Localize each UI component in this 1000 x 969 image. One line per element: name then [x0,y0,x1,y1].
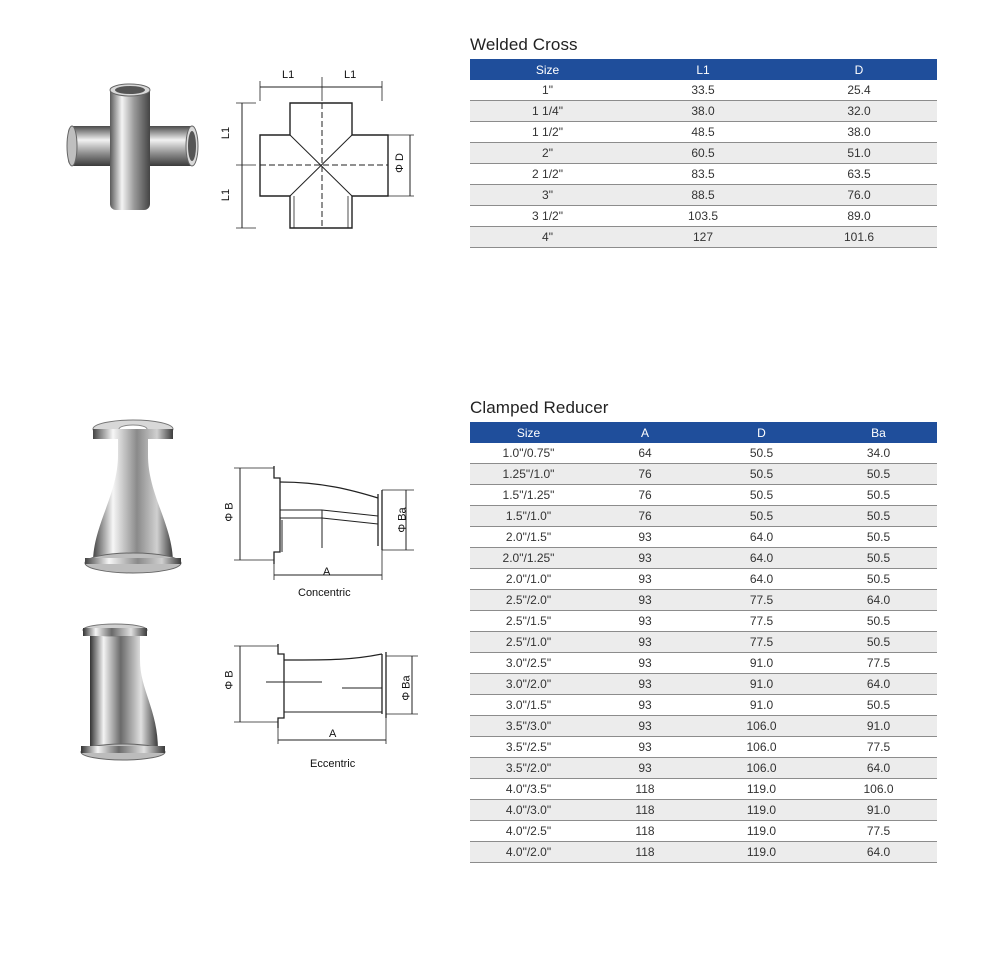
table-row [470,779,937,800]
table-cell: 60.5 [625,143,781,164]
eccentric-reducer-photo [78,620,168,770]
table-cell: 51.0 [781,143,937,164]
table-cell: 103.5 [625,206,781,227]
table-cell: 2" [470,143,625,164]
table-cell: 64.0 [820,758,937,779]
column-header-d: D [703,422,820,443]
eccentric-b-label: Φ B [223,670,236,690]
table-cell: 77.5 [703,632,820,653]
table-cell: 118 [587,842,703,863]
table-cell: 4" [470,227,625,248]
column-header-l1: L1 [625,59,781,80]
table-cell: 50.5 [820,527,937,548]
table-row [470,737,937,758]
table-cell: 50.5 [820,611,937,632]
table-row [470,842,937,863]
table-row [470,122,937,143]
table-row [470,800,937,821]
table-row [470,821,937,842]
table-row [470,653,937,674]
table-cell: 50.5 [820,632,937,653]
table-cell: 93 [587,653,703,674]
cross-l1-left-lower-label: L1 [220,188,233,202]
table-cell: 93 [587,548,703,569]
table-cell: 50.5 [820,485,937,506]
table-cell: 2.5"/2.0" [470,590,587,611]
table-cell: 119.0 [703,779,820,800]
table-cell: 77.5 [820,821,937,842]
table-cell: 89.0 [781,206,937,227]
cross-l1-left-upper-label: L1 [220,126,233,140]
table-cell: 93 [587,758,703,779]
column-header-d: D [781,59,937,80]
column-header-ba: Ba [820,422,937,443]
table-cell: 3.0"/1.5" [470,695,587,716]
table-cell: 118 [587,800,703,821]
table-cell: 93 [587,737,703,758]
table-row [470,164,937,185]
table-cell: 76 [587,506,703,527]
table-cell: 106.0 [703,737,820,758]
concentric-a-label: A [323,566,331,578]
concentric-reducer-drawing [222,460,422,600]
table-cell: 101.6 [781,227,937,248]
table-row [470,464,937,485]
concentric-ba-label: Φ Ba [396,507,409,533]
table-cell: 32.0 [781,101,937,122]
table-cell: 64 [587,443,703,464]
table-row [470,485,937,506]
table-cell: 91.0 [703,674,820,695]
table-row [470,206,937,227]
table-row [470,548,937,569]
eccentric-ba-label: Φ Ba [400,675,413,701]
eccentric-a-label: A [329,728,337,740]
table-cell: 91.0 [820,716,937,737]
table-header-row [470,422,937,443]
table-cell: 50.5 [703,464,820,485]
table-header-row [470,59,937,80]
table-cell: 4.0"/2.0" [470,842,587,863]
table-cell: 50.5 [820,548,937,569]
table-cell: 33.5 [625,80,781,101]
table-cell: 91.0 [703,653,820,674]
table-cell: 1" [470,80,625,101]
welded-cross-drawing [222,65,422,240]
column-header-size: Size [470,422,587,443]
table-cell: 64.0 [703,527,820,548]
table-row [470,101,937,122]
table-row [470,758,937,779]
table-cell: 119.0 [703,800,820,821]
table-cell: 2.0"/1.0" [470,569,587,590]
table-cell: 50.5 [703,506,820,527]
table-row [470,143,937,164]
table-cell: 93 [587,674,703,695]
table-cell: 64.0 [820,590,937,611]
table-cell: 106.0 [820,779,937,800]
table-cell: 48.5 [625,122,781,143]
table-cell: 2.0"/1.25" [470,548,587,569]
table-row [470,590,937,611]
table-cell: 77.5 [703,611,820,632]
table-row [470,695,937,716]
table-row [470,506,937,527]
table-cell: 50.5 [820,464,937,485]
table-cell: 77.5 [820,737,937,758]
table-cell: 4.0"/2.5" [470,821,587,842]
table-cell: 93 [587,695,703,716]
table-cell: 3.0"/2.0" [470,674,587,695]
table-row [470,443,937,464]
table-cell: 76.0 [781,185,937,206]
table-cell: 2 1/2" [470,164,625,185]
table-cell: 1 1/2" [470,122,625,143]
table-cell: 50.5 [703,443,820,464]
table-cell: 2.5"/1.0" [470,632,587,653]
table-cell: 93 [587,632,703,653]
welded-cross-title: Welded Cross [470,35,578,54]
table-cell: 118 [587,779,703,800]
table-cell: 2.5"/1.5" [470,611,587,632]
table-cell: 91.0 [820,800,937,821]
table-cell: 93 [587,569,703,590]
table-cell: 64.0 [820,674,937,695]
table-cell: 50.5 [820,695,937,716]
table-cell: 64.0 [703,569,820,590]
table-cell: 119.0 [703,842,820,863]
table-row [470,527,937,548]
table-cell: 91.0 [703,695,820,716]
table-row [470,632,937,653]
table-cell: 118 [587,821,703,842]
cross-diameter-label: Φ D [393,153,406,173]
table-cell: 119.0 [703,821,820,842]
eccentric-caption: Eccentric [310,758,356,770]
table-cell: 3 1/2" [470,206,625,227]
table-row [470,569,937,590]
table-cell: 93 [587,716,703,737]
cross-l1-top-right-label: L1 [344,69,357,81]
table-cell: 1.0"/0.75" [470,443,587,464]
table-cell: 106.0 [703,716,820,737]
table-cell: 1.25"/1.0" [470,464,587,485]
concentric-b-label: Φ B [223,502,236,522]
table-cell: 50.5 [820,569,937,590]
table-cell: 93 [587,527,703,548]
table-cell: 88.5 [625,185,781,206]
table-cell: 34.0 [820,443,937,464]
table-cell: 2.0"/1.5" [470,527,587,548]
table-cell: 50.5 [703,485,820,506]
table-cell: 1.5"/1.25" [470,485,587,506]
table-cell: 3" [470,185,625,206]
table-cell: 64.0 [703,548,820,569]
table-cell: 1.5"/1.0" [470,506,587,527]
table-cell: 3.5"/2.5" [470,737,587,758]
table-row [470,611,937,632]
table-row [470,227,937,248]
concentric-caption: Concentric [298,587,351,599]
table-cell: 63.5 [781,164,937,185]
table-cell: 106.0 [703,758,820,779]
table-cell: 77.5 [703,590,820,611]
table-cell: 77.5 [820,653,937,674]
table-cell: 38.0 [781,122,937,143]
table-cell: 3.5"/3.0" [470,716,587,737]
table-cell: 3.0"/2.5" [470,653,587,674]
table-row [470,674,937,695]
welded-cross-photo [62,78,202,218]
table-cell: 4.0"/3.5" [470,779,587,800]
cross-l1-top-left-label: L1 [282,69,295,81]
clamped-reducer-title: Clamped Reducer [470,398,609,417]
table-cell: 64.0 [820,842,937,863]
table-row [470,716,937,737]
column-header-a: A [587,422,703,443]
table-cell: 83.5 [625,164,781,185]
table-cell: 50.5 [820,506,937,527]
welded-cross-table [470,59,937,248]
table-cell: 93 [587,590,703,611]
table-row [470,185,937,206]
table-cell: 127 [625,227,781,248]
table-cell: 76 [587,485,703,506]
concentric-reducer-photo [78,415,188,580]
eccentric-reducer-drawing [222,640,422,775]
table-cell: 38.0 [625,101,781,122]
table-cell: 4.0"/3.0" [470,800,587,821]
table-cell: 93 [587,611,703,632]
column-header-size: Size [470,59,625,80]
table-cell: 76 [587,464,703,485]
table-cell: 1 1/4" [470,101,625,122]
table-row [470,80,937,101]
table-cell: 3.5"/2.0" [470,758,587,779]
table-cell: 25.4 [781,80,937,101]
clamped-reducer-table [470,422,937,863]
